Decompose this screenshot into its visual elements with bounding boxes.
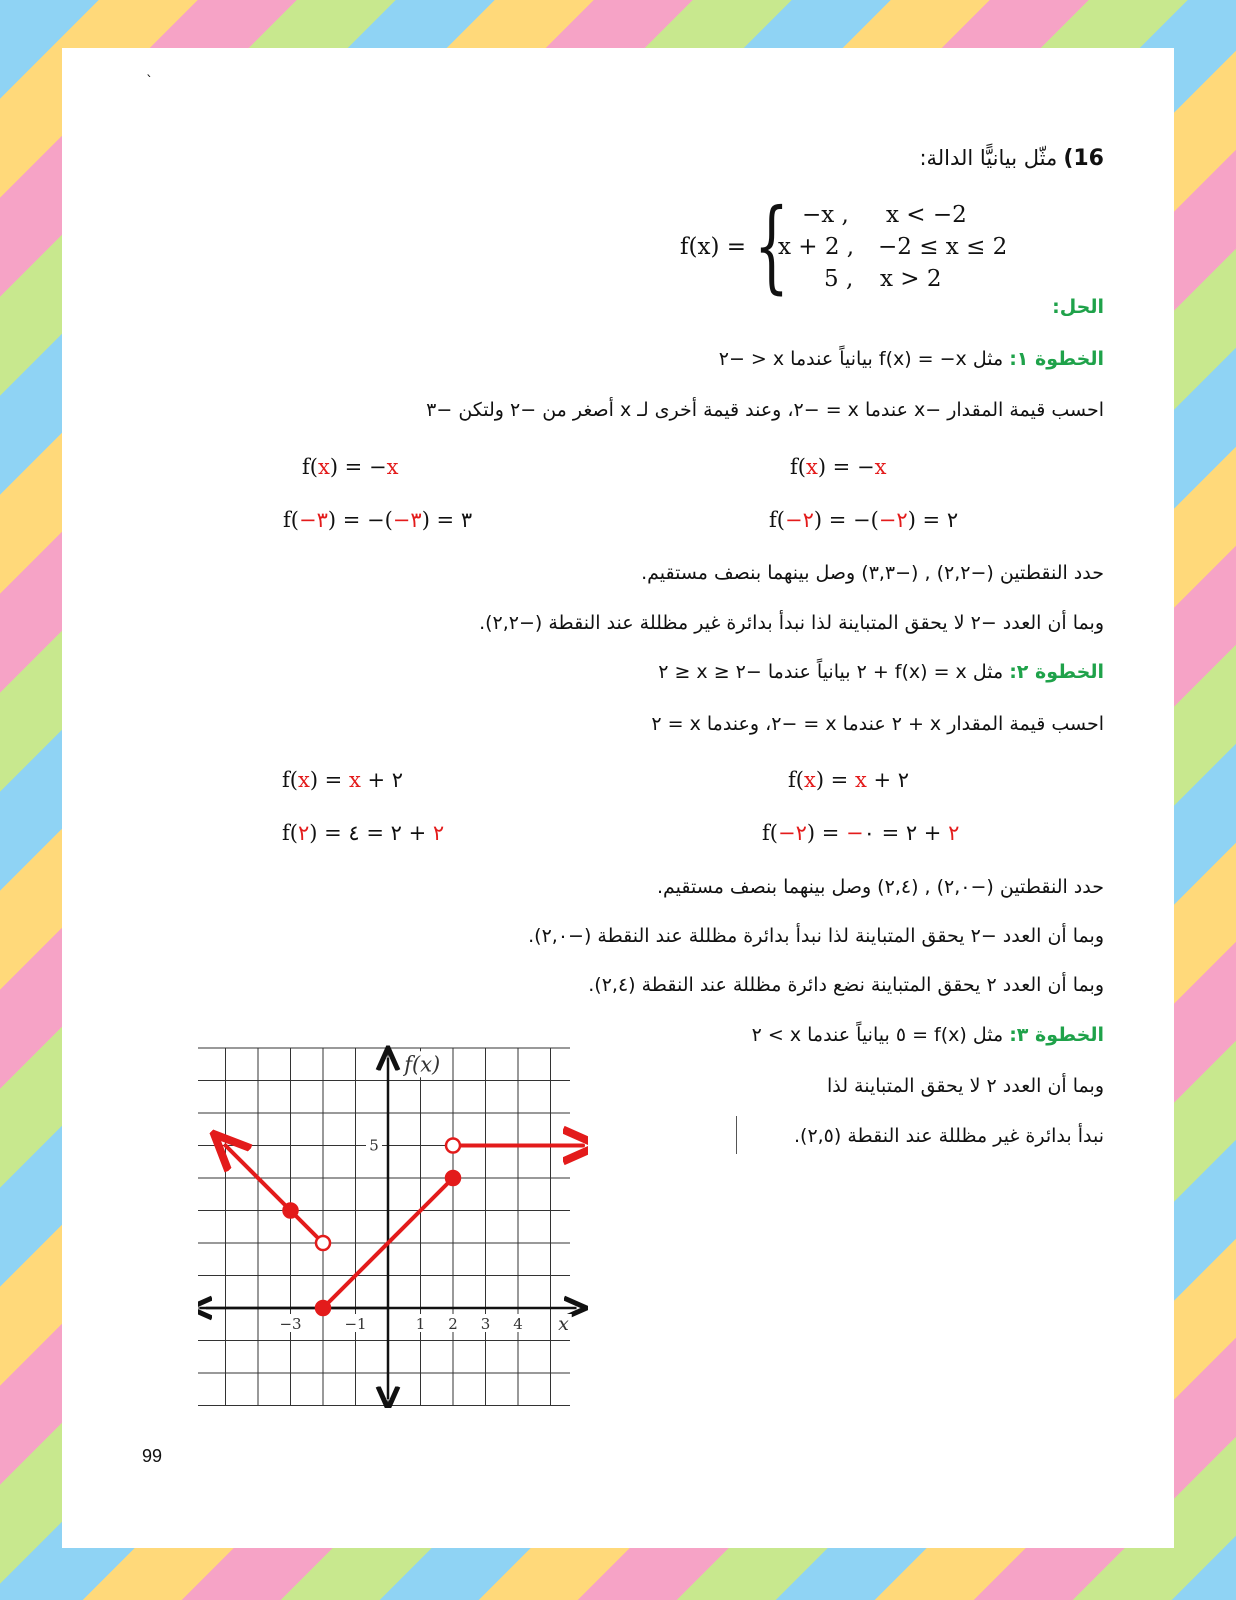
question-heading bbox=[919, 146, 1104, 171]
step-3-heading bbox=[752, 1024, 1104, 1046]
function-series bbox=[226, 1146, 584, 1309]
y-axis-label: f(x) bbox=[404, 1052, 441, 1077]
step-2-eq-right-1: f(x) = x + ٢ bbox=[282, 768, 404, 792]
question-number: 16) bbox=[1063, 146, 1104, 171]
function-name: f(x) = bbox=[680, 234, 747, 260]
grid bbox=[198, 1048, 570, 1406]
function-graph bbox=[198, 1038, 588, 1408]
step-1-instruction: احسب قيمة المقدار −x عندما x = −٢، وعند قيمة أخرى لـ x أصغر من −٢ ولتكن −٣ bbox=[426, 399, 1104, 421]
x-tick-label: 4 bbox=[513, 1315, 523, 1333]
axes bbox=[200, 1058, 577, 1399]
step-2-note-1: وبما أن العدد −٢ يحقق المتباينة لذا نبدأ بدائرة مظللة عند النقطة (−٢,٠). bbox=[528, 925, 1104, 947]
step-1-points: حدد النقطتين (−٢,٢) , (−٣,٣) وصل بينهما بنصف مستقيم. bbox=[641, 562, 1104, 584]
piece-1-cond: x < −2 bbox=[886, 202, 967, 228]
solution-label: الحل: bbox=[1052, 296, 1104, 318]
closed-dot bbox=[284, 1204, 298, 1218]
piece-3-expr: 5 , bbox=[824, 266, 854, 292]
step-3-note-1: وبما أن العدد ٢ لا يحقق المتباينة لذا bbox=[826, 1075, 1104, 1097]
endpoint-dots bbox=[284, 1136, 461, 1316]
left-brace: { bbox=[754, 187, 789, 304]
step-1-note: وبما أن العدد −٢ لا يحقق المتباينة لذا نبدأ بدائرة غير مظللة عند النقطة (−٢,٢). bbox=[479, 612, 1104, 634]
step-1-eq-left-2: f(−٢) = −(−٢) = ٢ bbox=[769, 508, 959, 532]
step-2-eq-right-2: f(٢) = ٢ + ٢ = ٤ bbox=[282, 821, 445, 845]
series-line-1 bbox=[226, 1146, 324, 1244]
step-2-label: الخطوة ٢: bbox=[1009, 661, 1104, 683]
piece-1-expr: −x , bbox=[802, 202, 849, 228]
stray-mark: ` bbox=[146, 74, 153, 90]
step-1-text: مثل f(x) = −x بيانياً عندما x < −٢ bbox=[718, 348, 1004, 370]
closed-dot bbox=[316, 1301, 330, 1315]
closed-dot bbox=[446, 1171, 460, 1185]
piece-3-cond: x > 2 bbox=[880, 266, 942, 292]
step-1-eq-right-2: f(−٣) = −(−٣) = ٣ bbox=[283, 508, 473, 532]
step-3-text: مثل f(x) = ٥ بيانياً عندما x > ٢ bbox=[751, 1024, 1004, 1046]
step-2-eq-left-2: f(−٢) = −٢ + ٢ = ٠ bbox=[762, 821, 960, 845]
step-2-points: حدد النقطتين (−٢,٠) , (٢,٤) وصل بينهما بنصف مستقيم. bbox=[656, 876, 1104, 898]
x-axis-label: x bbox=[558, 1313, 569, 1335]
step-2-eq-left-1: f(x) = x + ٢ bbox=[788, 768, 910, 792]
x-tick-label: 3 bbox=[480, 1315, 491, 1333]
step-1-eq-left-1: f(x) = −x bbox=[790, 455, 887, 479]
step-1-eq-right-1: f(x) = −x bbox=[302, 455, 399, 479]
x-tick-label: 1 bbox=[415, 1315, 426, 1333]
step-1-label: الخطوة ١: bbox=[1009, 348, 1104, 370]
piece-2-expr: x + 2 , bbox=[778, 234, 855, 260]
piece-2-cond: −2 ≤ x ≤ 2 bbox=[878, 234, 1008, 260]
step-2-instruction: احسب قيمة المقدار x + ٢ عندما x = −٢، وعندما x = ٢ bbox=[651, 713, 1104, 735]
question-text: مثّل بيانيًّا الدالة: bbox=[919, 146, 1058, 170]
page-number: 99 bbox=[142, 1446, 163, 1466]
step-3-note-2: نبدأ بدائرة غير مظللة عند النقطة (٢,٥). bbox=[793, 1125, 1104, 1147]
step-3-label: الخطوة ٣: bbox=[1009, 1024, 1104, 1046]
step-2-heading bbox=[658, 661, 1104, 683]
step-1-heading bbox=[719, 348, 1104, 370]
y-tick-label: 5 bbox=[369, 1136, 379, 1155]
text-cursor bbox=[736, 1116, 737, 1154]
page bbox=[62, 48, 1174, 1548]
x-tick-label: 2 bbox=[448, 1315, 458, 1333]
x-tick-label: −1 bbox=[344, 1315, 367, 1333]
open-dot bbox=[446, 1139, 460, 1153]
step-2-text: مثل f(x) = x + ٢ بيانياً عندما −٢ ≤ x ≤ ٢ bbox=[658, 661, 1004, 683]
open-dot bbox=[316, 1236, 330, 1250]
step-2-note-2: وبما أن العدد ٢ يحقق المتباينة نضع دائرة مظللة عند النقطة (٢,٤). bbox=[588, 974, 1104, 996]
piecewise-function bbox=[680, 187, 1100, 304]
x-tick-label: −3 bbox=[279, 1315, 302, 1333]
